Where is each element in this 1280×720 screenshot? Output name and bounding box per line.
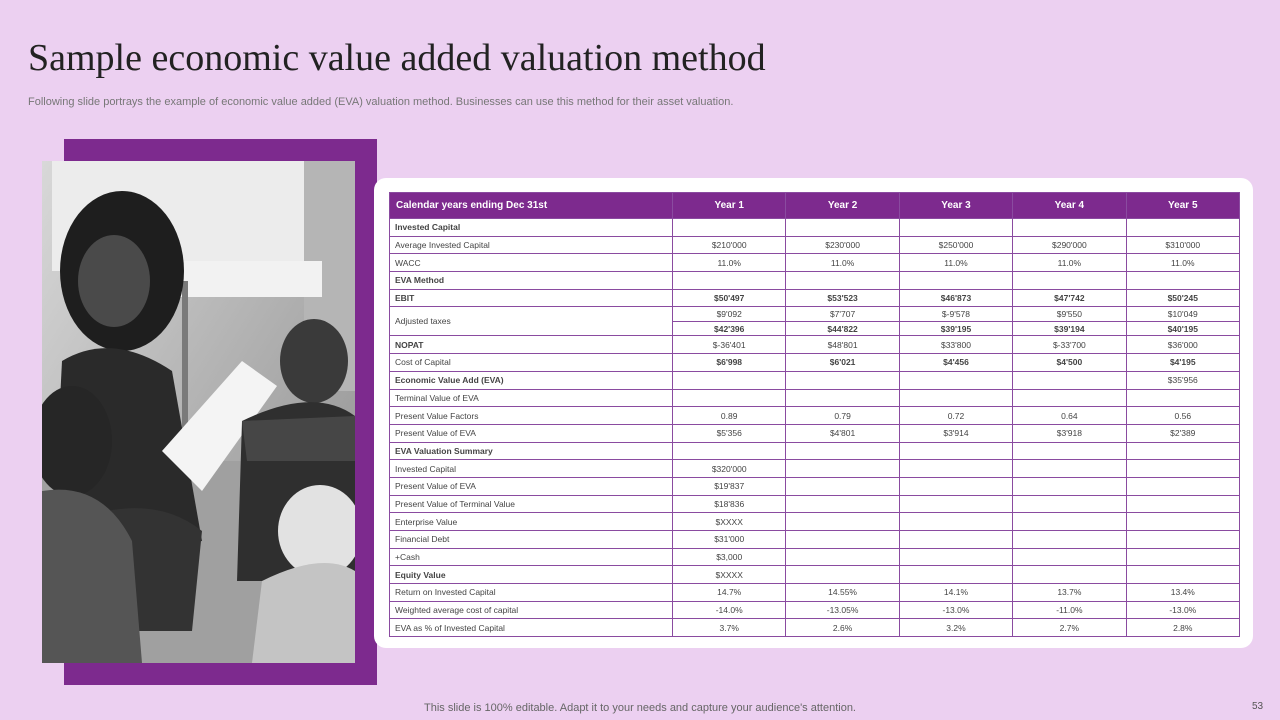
table-row: [390, 548, 1240, 566]
cell-year-4: [1013, 272, 1126, 290]
cell-year-5: $2'389: [1126, 424, 1239, 442]
table-row: [390, 601, 1240, 619]
cell-year-1: [673, 307, 786, 336]
cell-year-2: [786, 513, 899, 531]
table-row: [390, 236, 1240, 254]
row-label: Terminal Value of EVA: [390, 389, 673, 407]
cell-year-5: 13.4%: [1126, 584, 1239, 602]
cell-year-4: [1013, 219, 1126, 237]
row-label: WACC: [390, 254, 673, 272]
cell-year-2: [786, 219, 899, 237]
cell-year-5: $4'195: [1126, 354, 1239, 372]
cell-year-1: $19'837: [673, 477, 786, 495]
cell-top-value: $10'049: [1167, 309, 1198, 320]
cell-year-1: [673, 442, 786, 460]
cell-year-3: [899, 531, 1012, 549]
cell-year-4: -11.0%: [1013, 601, 1126, 619]
row-label: EVA Valuation Summary: [390, 442, 673, 460]
cell-year-1: $31'000: [673, 531, 786, 549]
cell-year-4: [1013, 566, 1126, 584]
cell-year-3: [899, 566, 1012, 584]
cell-year-2: [786, 566, 899, 584]
cell-year-3: 3.2%: [899, 619, 1012, 637]
cell-year-3: [899, 371, 1012, 389]
cell-year-4: [1013, 389, 1126, 407]
cell-year-4: [1013, 477, 1126, 495]
cell-year-2: [786, 272, 899, 290]
cell-bottom-value: $39'194: [1013, 321, 1125, 335]
cell-year-4: $47'742: [1013, 289, 1126, 307]
cell-year-2: 11.0%: [786, 254, 899, 272]
cell-year-5: $35'956: [1126, 371, 1239, 389]
cell-year-1: $XXXX: [673, 513, 786, 531]
cell-year-4: $-33'700: [1013, 336, 1126, 354]
cell-year-1: $5'356: [673, 424, 786, 442]
cell-year-1: [673, 389, 786, 407]
table-row: [390, 336, 1240, 354]
cell-year-1: 3.7%: [673, 619, 786, 637]
cell-year-5: [1126, 548, 1239, 566]
cell-year-4: [1013, 442, 1126, 460]
cell-year-2: 14.55%: [786, 584, 899, 602]
cell-year-3: 0.72: [899, 407, 1012, 425]
slide-subtitle: Following slide portrays the example of economic value added (EVA) valuation method. Businesses can use this method for their asset valuation.: [28, 96, 734, 108]
cell-year-1: -14.0%: [673, 601, 786, 619]
cell-year-1: $XXXX: [673, 566, 786, 584]
cell-year-2: $6'021: [786, 354, 899, 372]
cell-year-1: $6'998: [673, 354, 786, 372]
table-row: [390, 619, 1240, 637]
cell-year-5: $36'000: [1126, 336, 1239, 354]
header-year-2: Year 2: [786, 193, 899, 219]
table-row: [390, 477, 1240, 495]
cell-year-1: 0.89: [673, 407, 786, 425]
cell-year-4: [1013, 307, 1126, 336]
cell-year-4: [1013, 460, 1126, 478]
cell-year-5: [1126, 389, 1239, 407]
cell-top-value: $9'550: [1056, 309, 1082, 320]
row-label: Average Invested Capital: [390, 236, 673, 254]
header-year-1: Year 1: [673, 193, 786, 219]
row-label: Weighted average cost of capital: [390, 601, 673, 619]
table-row: [390, 407, 1240, 425]
cell-year-2: [786, 442, 899, 460]
cell-year-1: 11.0%: [673, 254, 786, 272]
row-label: Present Value of EVA: [390, 477, 673, 495]
table-row: [390, 219, 1240, 237]
table-row: [390, 254, 1240, 272]
cell-year-5: [1126, 442, 1239, 460]
cell-year-2: [786, 307, 899, 336]
cell-year-3: [899, 548, 1012, 566]
cell-year-5: [1126, 219, 1239, 237]
footer-note: This slide is 100% editable. Adapt it to your needs and capture your audience's attention.: [424, 702, 856, 714]
row-label: Enterprise Value: [390, 513, 673, 531]
row-label: Equity Value: [390, 566, 673, 584]
cell-bottom-value: $40'195: [1127, 321, 1239, 335]
row-label: Financial Debt: [390, 531, 673, 549]
cell-year-2: [786, 371, 899, 389]
cell-year-3: -13.0%: [899, 601, 1012, 619]
cell-year-4: 2.7%: [1013, 619, 1126, 637]
row-label: Present Value of Terminal Value: [390, 495, 673, 513]
cell-year-5: [1126, 495, 1239, 513]
table-row: [390, 495, 1240, 513]
cell-year-4: 0.64: [1013, 407, 1126, 425]
table-row: [390, 424, 1240, 442]
row-label: NOPAT: [390, 336, 673, 354]
eva-table: [389, 192, 1240, 637]
slide-title: Sample economic value added valuation method: [28, 37, 766, 79]
row-label: EVA as % of Invested Capital: [390, 619, 673, 637]
cell-year-3: 11.0%: [899, 254, 1012, 272]
cell-year-5: [1126, 460, 1239, 478]
table-row: [390, 354, 1240, 372]
cell-year-4: $290'000: [1013, 236, 1126, 254]
cell-year-3: [899, 513, 1012, 531]
page-number: 53: [1252, 701, 1264, 712]
cell-year-5: -13.0%: [1126, 601, 1239, 619]
cell-year-4: [1013, 495, 1126, 513]
cell-bottom-value: $42'396: [673, 321, 785, 335]
cell-year-3: $46'873: [899, 289, 1012, 307]
cell-year-5: $50'245: [1126, 289, 1239, 307]
cell-year-4: [1013, 513, 1126, 531]
cell-year-2: [786, 531, 899, 549]
cell-year-2: [786, 548, 899, 566]
cell-year-5: [1126, 513, 1239, 531]
cell-year-5: 0.56: [1126, 407, 1239, 425]
cell-year-1: [673, 371, 786, 389]
cell-year-1: $50'497: [673, 289, 786, 307]
cell-year-5: [1126, 566, 1239, 584]
cell-top-value: $-9'578: [941, 309, 971, 320]
cell-bottom-value: $44'822: [786, 321, 898, 335]
cell-year-5: 2.8%: [1126, 619, 1239, 637]
cell-year-3: [899, 219, 1012, 237]
table-row: [390, 531, 1240, 549]
cell-year-3: 14.1%: [899, 584, 1012, 602]
cell-bottom-value: $39'195: [900, 321, 1012, 335]
cell-year-3: [899, 495, 1012, 513]
cell-year-4: [1013, 548, 1126, 566]
cell-year-3: [899, 307, 1012, 336]
table-row: [390, 442, 1240, 460]
cell-year-3: $4'456: [899, 354, 1012, 372]
cell-year-2: -13.05%: [786, 601, 899, 619]
cell-year-5: 11.0%: [1126, 254, 1239, 272]
cell-year-2: [786, 495, 899, 513]
team-photo: [42, 161, 355, 663]
cell-top-value: $7'707: [829, 309, 856, 320]
cell-year-1: 14.7%: [673, 584, 786, 602]
cell-year-3: [899, 442, 1012, 460]
cell-year-1: $18'836: [673, 495, 786, 513]
header-period: Calendar years ending Dec 31st: [390, 193, 673, 219]
cell-year-2: $230'000: [786, 236, 899, 254]
header-year-4: Year 4: [1013, 193, 1126, 219]
table-row: [390, 566, 1240, 584]
row-label: Cost of Capital: [390, 354, 673, 372]
table-row: [390, 513, 1240, 531]
cell-year-4: $4'500: [1013, 354, 1126, 372]
cell-year-1: $-36'401: [673, 336, 786, 354]
cell-year-4: 13.7%: [1013, 584, 1126, 602]
cell-year-2: 2.6%: [786, 619, 899, 637]
header-year-5: Year 5: [1126, 193, 1239, 219]
row-label: Return on Invested Capital: [390, 584, 673, 602]
cell-year-2: [786, 477, 899, 495]
table-row: [390, 272, 1240, 290]
cell-year-5: [1126, 531, 1239, 549]
cell-year-1: $210'000: [673, 236, 786, 254]
cell-year-5: [1126, 307, 1239, 336]
cell-year-3: [899, 389, 1012, 407]
row-label: Invested Capital: [390, 460, 673, 478]
cell-year-3: [899, 272, 1012, 290]
cell-year-3: $3'914: [899, 424, 1012, 442]
cell-year-5: [1126, 477, 1239, 495]
cell-year-5: [1126, 272, 1239, 290]
cell-year-2: 0.79: [786, 407, 899, 425]
table-row: [390, 289, 1240, 307]
row-label: +Cash: [390, 548, 673, 566]
cell-year-4: [1013, 371, 1126, 389]
table-header-row: [390, 193, 1240, 219]
row-label: Adjusted taxes: [390, 307, 673, 336]
cell-year-1: $320'000: [673, 460, 786, 478]
row-label: EBIT: [390, 289, 673, 307]
table-row: [390, 389, 1240, 407]
cell-year-3: [899, 460, 1012, 478]
cell-year-3: [899, 477, 1012, 495]
cell-year-4: [1013, 531, 1126, 549]
row-label: Present Value Factors: [390, 407, 673, 425]
cell-year-1: [673, 219, 786, 237]
cell-year-1: $3,000: [673, 548, 786, 566]
cell-year-5: $310'000: [1126, 236, 1239, 254]
header-year-3: Year 3: [899, 193, 1012, 219]
table-row: [390, 307, 1240, 336]
cell-year-3: $33'800: [899, 336, 1012, 354]
cell-year-3: $250'000: [899, 236, 1012, 254]
cell-year-1: [673, 272, 786, 290]
table-row: [390, 584, 1240, 602]
cell-year-2: $48'801: [786, 336, 899, 354]
cell-year-4: $3'918: [1013, 424, 1126, 442]
cell-year-2: [786, 460, 899, 478]
row-label: Economic Value Add (EVA): [390, 371, 673, 389]
table-row: [390, 460, 1240, 478]
row-label: Invested Capital: [390, 219, 673, 237]
cell-year-2: $4'801: [786, 424, 899, 442]
cell-top-value: $9'092: [716, 309, 742, 320]
row-label: Present Value of EVA: [390, 424, 673, 442]
cell-year-4: 11.0%: [1013, 254, 1126, 272]
row-label: EVA Method: [390, 272, 673, 290]
cell-year-2: $53'523: [786, 289, 899, 307]
table-row: [390, 371, 1240, 389]
table-body: [390, 219, 1240, 637]
cell-year-2: [786, 389, 899, 407]
